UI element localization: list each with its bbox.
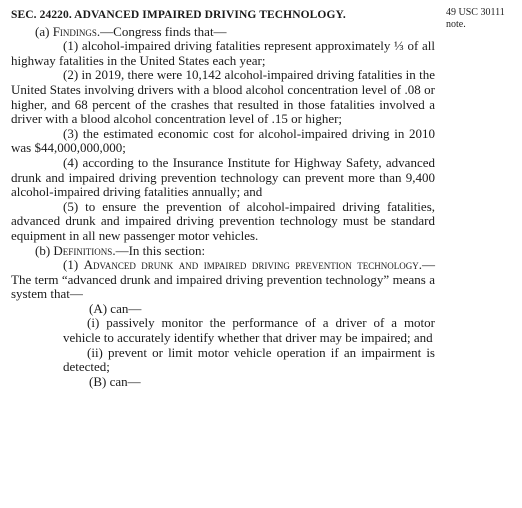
subsection-a-label: (a)	[35, 23, 53, 39]
finding-2: (2) in 2019, there were 10,142 alcohol-impaired driving fatalities in the United States involving drivers with a blood alcohol concentration level of .08 or higher, and 68 percent of the crashes that resulted in those fatalities involved a driver with a blood alcohol concentration level of .15 or higher;	[11, 67, 435, 127]
section-heading: SEC. 24220. ADVANCED IMPAIRED DRIVING TECHNOLOGY.	[11, 9, 346, 21]
subsection-b-header: Definitions	[53, 242, 113, 258]
definition-1-header: Advanced drunk and impaired driving prevention technology	[83, 257, 419, 273]
finding-5: (5) to ensure the prevention of alcohol-impaired driving fatalities, advanced drunk and impaired driving prevention technology must be standard equipment in all new passenger motor vehicles.	[11, 198, 435, 243]
finding-3: (3) the estimated economic cost for alcohol-impaired driving in 2010 was $44,000,000,000;	[11, 125, 435, 156]
clause-ii: (ii) prevent or limit motor vehicle operation if an impairment is detected;	[63, 344, 435, 375]
subsection-a-text: .—Congress finds that—	[96, 23, 227, 39]
margin-note	[446, 7, 518, 31]
subsection-a-header: Findings	[52, 23, 97, 39]
definition-1-label: (1)	[63, 257, 84, 273]
subparagraph-A: (A) can—	[89, 300, 142, 316]
usc-citation: 49 USC 30111	[446, 7, 505, 18]
subparagraph-B: (B) can—	[89, 373, 141, 389]
subsection-b-text: .—In this section:	[112, 242, 206, 258]
usc-note-label: note.	[446, 19, 466, 30]
subsection-b-label: (b)	[35, 242, 54, 258]
clause-i: (i) passively monitor the performance of a driver of a motor vehicle to accurately identify whether that driver may be impaired; and	[63, 315, 435, 346]
definition-1	[11, 258, 435, 302]
subsection-a	[11, 25, 435, 40]
subsection-b	[11, 244, 435, 259]
finding-1: (1) alcohol-impaired driving fatalities represent approximately ⅓ of all highway fatalities in the United States each year;	[11, 38, 435, 68]
definition-1-text: .—The term “advanced drunk and impaired driving prevention technology” means a system that—	[11, 257, 435, 302]
finding-4: (4) according to the Insurance Institute for Highway Safety, advanced drunk and impaired driving prevention technology can prevent more than 9,400 alcohol-impaired driving fatalities annually; and	[11, 154, 435, 200]
statute-text	[11, 8, 435, 389]
